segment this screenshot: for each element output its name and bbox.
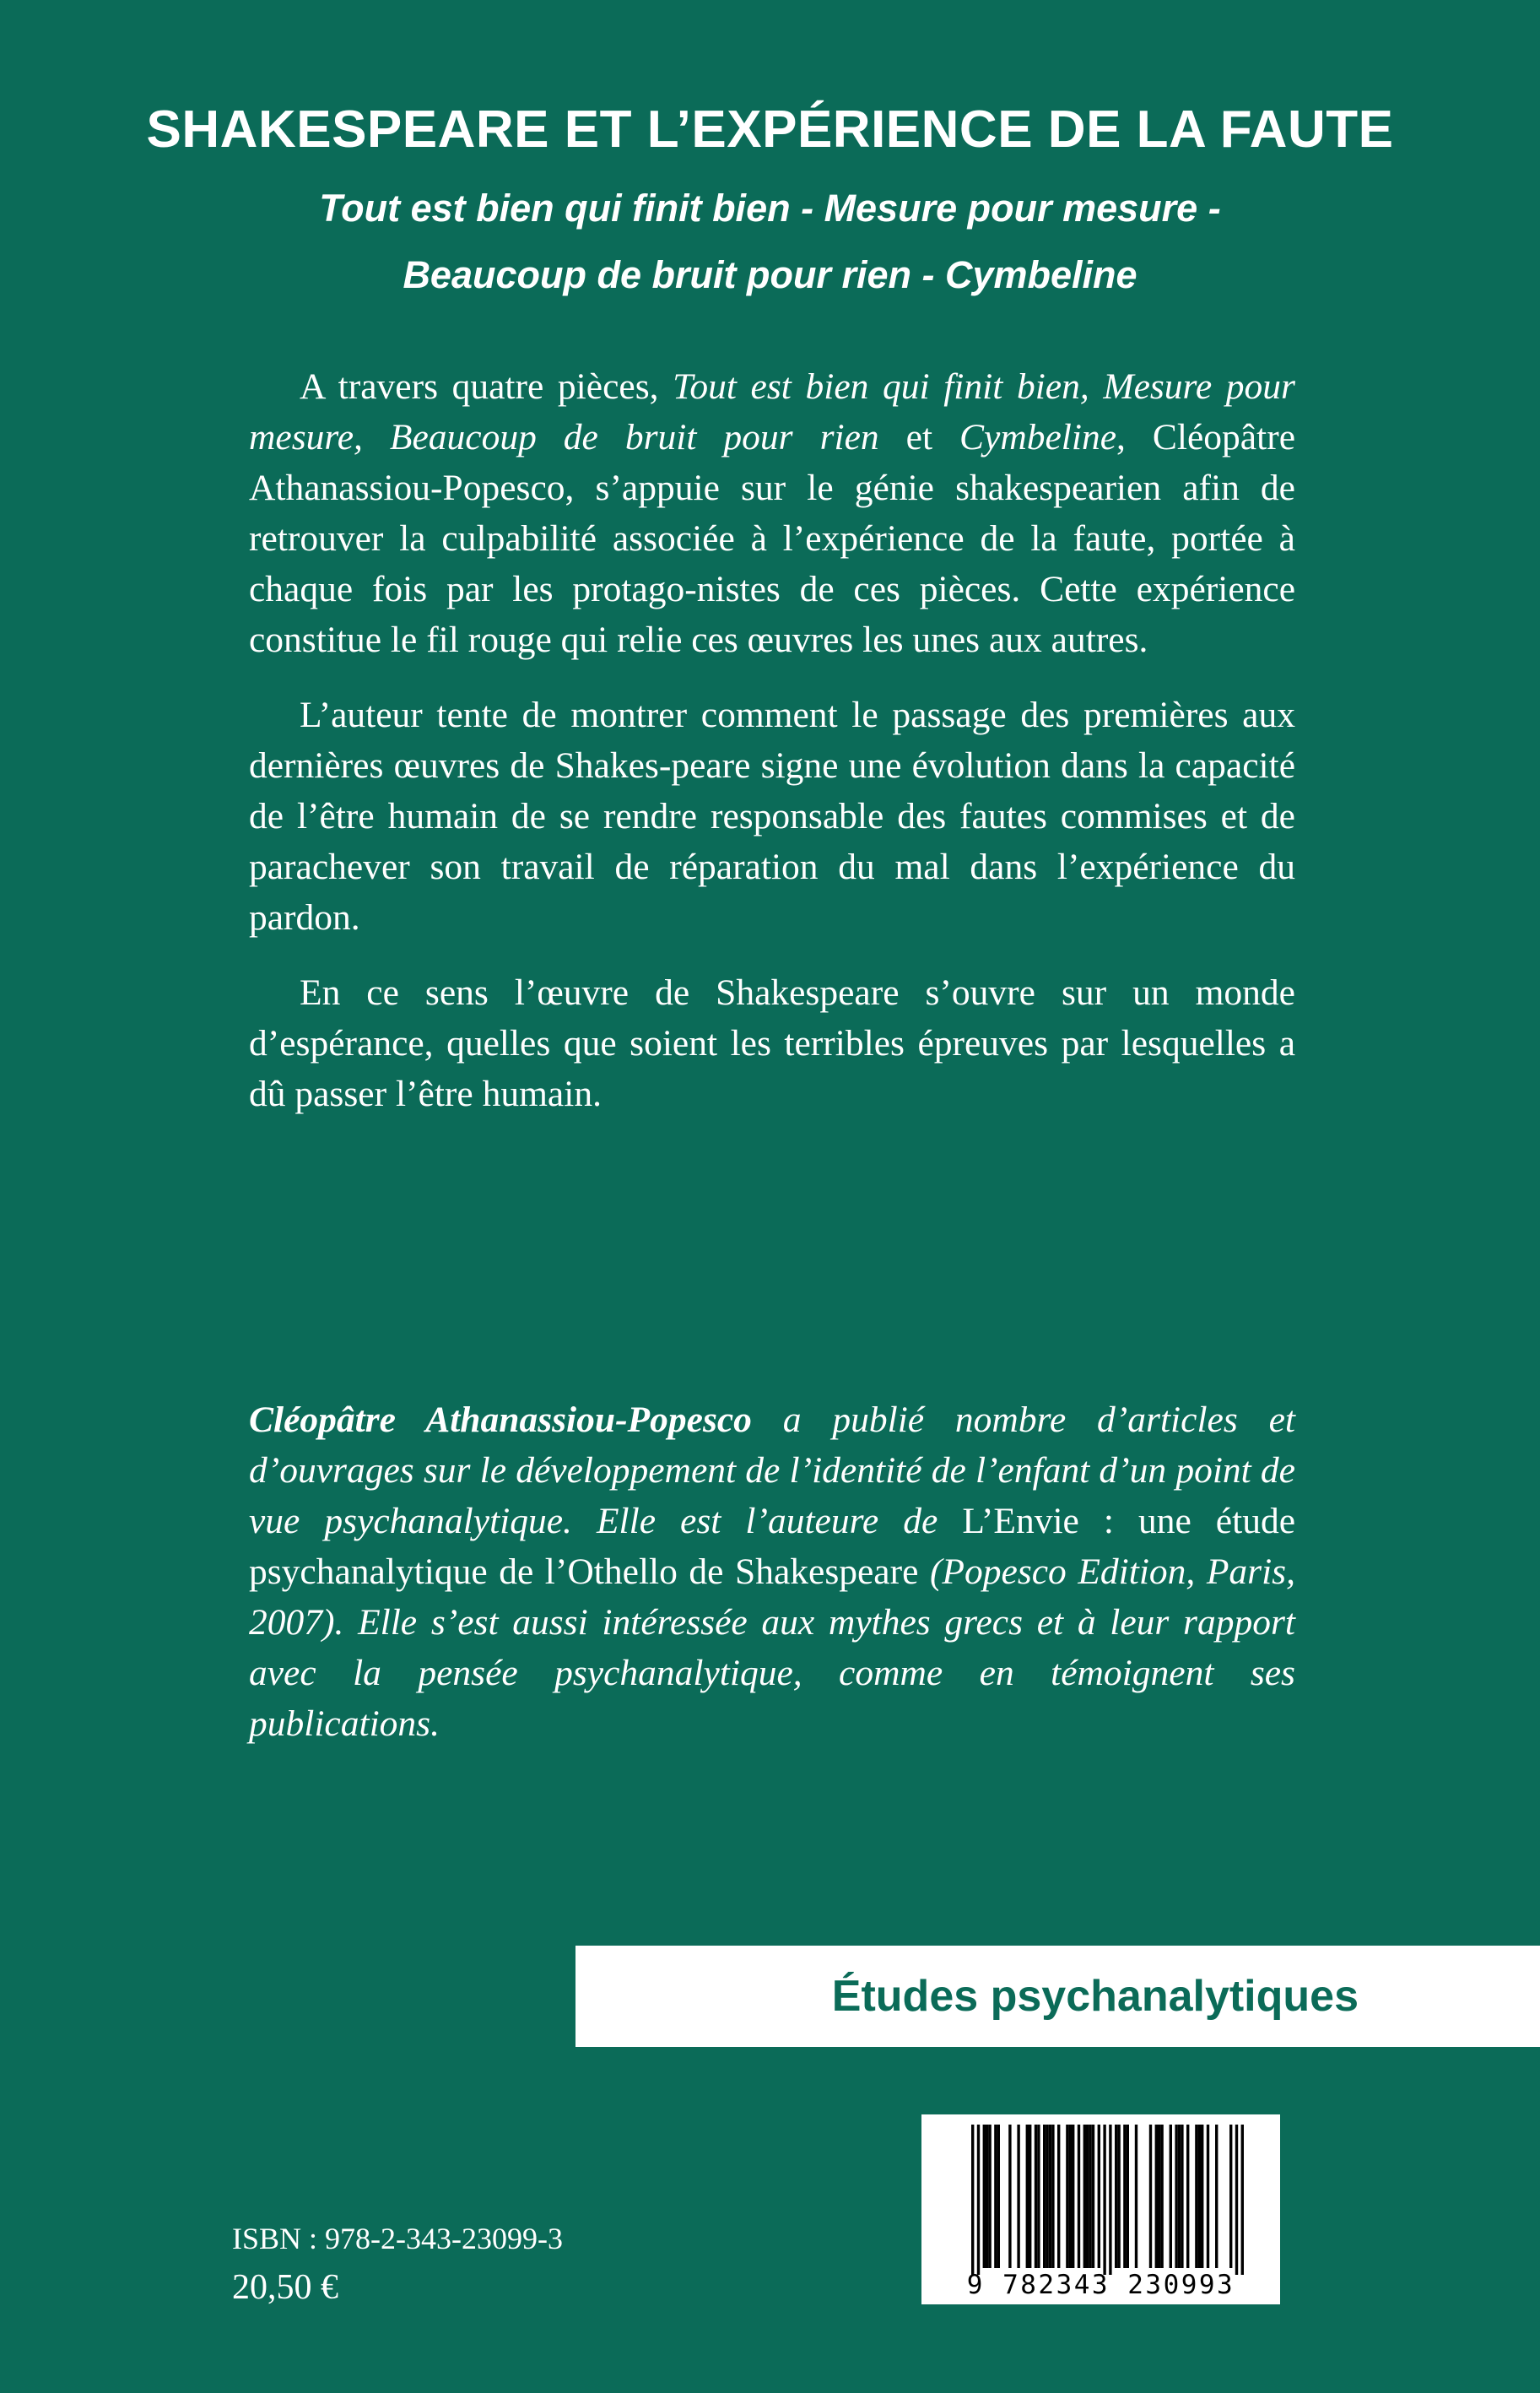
blurb-p1-cymbeline: Cymbeline [959, 417, 1117, 457]
barcode-bar [1158, 2125, 1160, 2268]
bio-book-title: L’Envie : une étude psychanalytique de l’Othello de Shakespeare [249, 1501, 1296, 1592]
blurb-p1-play-titles: Tout est bien qui finit bien, Mesure pour mesure, Beaucoup de bruit pour rien [249, 366, 1295, 457]
barcode-digits: 9 782343 230993 [966, 2270, 1235, 2300]
barcode-bar [1049, 2125, 1051, 2268]
book-subtitle [0, 175, 1540, 308]
barcode-bar [1072, 2125, 1074, 2268]
blurb-p1-rest: , Cléopâtre Athanassiou-Popesco, s’appuie sur le génie shakespearien afin de retrouver la culpabilité associée à l’expérience de la faute, portée à chaque fois par les protago-nistes de ces pièces. Cette expérience constitue le fil rouge qui relie ces œuvres les unes aux autres. [249, 417, 1295, 660]
barcode-bar [1026, 2125, 1029, 2268]
barcode-bar [1207, 2125, 1209, 2268]
isbn: ISBN : 978-2-343-23099-3 [232, 2222, 563, 2255]
barcode-bar [1170, 2125, 1172, 2268]
barcode-bar [1029, 2125, 1031, 2268]
bio-text-1: a publié nombre d’articles et d’ouvrages sur le développement de l’identité de l’enfant d’un point de vue psychanalytique. Elle est l’auteure de [249, 1400, 1296, 1541]
barcode-bar [994, 2125, 997, 2268]
price: 20,50 € [232, 2268, 338, 2307]
barcode-bar [1057, 2125, 1060, 2268]
subtitle-line-1: Tout est bien qui finit bien - Mesure pour mesure - [319, 187, 1221, 230]
blurb-paragraph-1 [249, 361, 1295, 665]
blurb-paragraph-2: L’auteur tente de montrer comment le passage des premières aux dernières œuvres de Shakes-peare signe une évolution dans la capacité de l’être humain de se rendre responsable des fautes commises et de parachever son travail de réparation du mal dans l’expérience du pardon. [249, 695, 1295, 938]
barcode-bar [988, 2125, 991, 2268]
barcode-bar [1175, 2125, 1177, 2268]
barcode-bar [1103, 2125, 1105, 2275]
series-label: Études psychanalytiques [831, 1972, 1359, 2021]
barcode-bar [1066, 2125, 1068, 2268]
barcode-bar [1069, 2125, 1072, 2268]
series-banner [575, 1946, 1540, 2047]
barcode-bar [1123, 2125, 1126, 2268]
barcode-bar [1115, 2125, 1117, 2268]
barcode-bar [986, 2125, 988, 2268]
barcode-bar [1035, 2125, 1037, 2268]
barcode-bar [1127, 2125, 1129, 2268]
barcode-bar [997, 2125, 1000, 2268]
barcode-bar [977, 2125, 980, 2275]
barcode-bar [1135, 2125, 1137, 2268]
author-name: Cléopâtre Athanassiou-Popesco [249, 1400, 752, 1440]
barcode-bar [1195, 2125, 1197, 2268]
blurb-paragraph-3: En ce sens l’œuvre de Shakespeare s’ouvre sur un monde d’espérance, quelles que soient les terribles épreuves par lesquelles a dû passer l’être humain. [249, 972, 1295, 1114]
barcode-bar [1098, 2125, 1100, 2268]
blurb [249, 361, 1295, 1144]
barcode-bar [1186, 2125, 1189, 2268]
barcode-bar [1117, 2125, 1120, 2268]
barcode-bar [1149, 2125, 1152, 2268]
barcode-bar [1037, 2125, 1040, 2268]
barcode-bar [983, 2125, 986, 2268]
barcode-bar [1051, 2125, 1054, 2268]
blurb-p1-intro: A travers quatre pièces, [300, 366, 673, 407]
barcode-bar [1201, 2125, 1203, 2268]
barcode-bar [1198, 2125, 1201, 2268]
barcode-bar [1046, 2125, 1048, 2268]
barcode-bar [1078, 2125, 1080, 2268]
barcode-bar [1241, 2125, 1244, 2275]
barcode-bar [1043, 2125, 1046, 2268]
blurb-p1-and: et [878, 417, 960, 457]
barcode-bar [1229, 2125, 1232, 2268]
barcode-bar [1008, 2125, 1011, 2268]
subtitle-line-2: Beaucoup de bruit pour rien - Cymbeline [403, 253, 1137, 296]
book-title: SHAKESPEARE ET L’EXPÉRIENCE DE LA FAUTE [146, 100, 1394, 159]
barcode [921, 2114, 1280, 2304]
barcode-bar [1083, 2125, 1086, 2268]
barcode-bar [1086, 2125, 1089, 2268]
bio-text-2: (Popesco Edition, Paris, 2007). Elle s’est aussi intéressée aux mythes grecs et à leur rapport avec la pensée psychanalytique, comme en témoignent ses publications. [249, 1551, 1295, 1744]
barcode-bar [1155, 2125, 1158, 2268]
barcode-bar [1178, 2125, 1181, 2268]
barcode-bar [1235, 2125, 1238, 2275]
barcode-bar [1160, 2125, 1163, 2268]
barcode-bar [1109, 2125, 1111, 2275]
barcode-bar [1089, 2125, 1091, 2268]
barcode-bar [1017, 2125, 1019, 2268]
barcode-bar [971, 2125, 974, 2275]
author-bio [249, 1394, 1295, 1749]
barcode-bar [1092, 2125, 1094, 2268]
barcode-bar [1215, 2125, 1218, 2268]
barcode-bar [1181, 2125, 1183, 2268]
